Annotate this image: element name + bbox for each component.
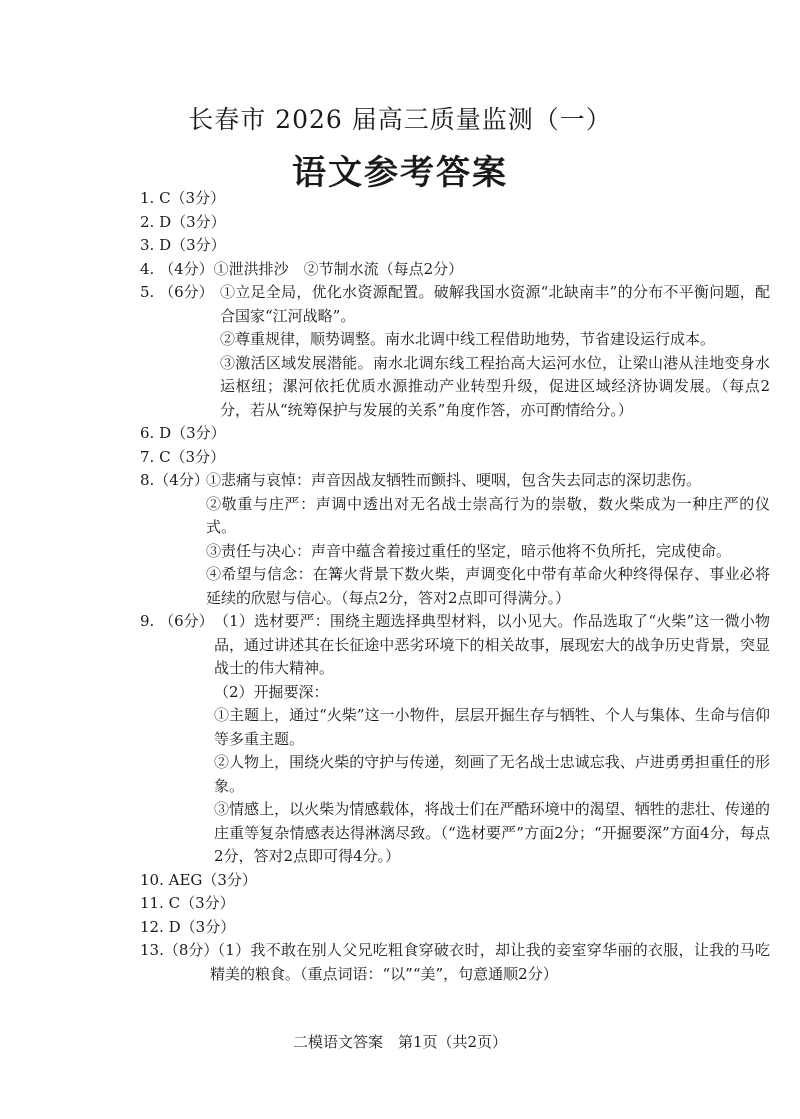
- answer-list: [140, 187, 770, 986]
- answer-item-2: 2. D（3分）: [140, 212, 226, 231]
- answer-item-4: 4. （4分）①泄洪排沙 ②节制水流（每点2分）: [140, 259, 464, 278]
- answer-9-point-2: ②人物上，围绕火柴的守护与传递，刻画了无名战士忠诚忘我、卢进勇勇担重任的形象。: [214, 753, 770, 795]
- answer-8-point-3: ③责任与决心：声音中蕴含着接过重任的坚定，暗示他将不负所托，完成使命。: [206, 541, 732, 560]
- exam-title: 长春市 2026 届高三质量监测（一）: [188, 105, 612, 134]
- answer-number-5: 5. （6分）: [140, 283, 214, 301]
- answer-item-6: 6. D（3分）: [140, 424, 226, 442]
- answer-item-10: 10. AEG（3分）: [140, 870, 257, 889]
- document-title: 语文参考答案: [292, 153, 508, 193]
- answer-9-point-3: ③情感上，以火柴为情感载体，将战士们在严酷环境中的渴望、牺牲的悲壮、传递的庄重等复杂情感表达得淋漓尽致。（“选材要严”方面2分；“开掘要深”方面4分，每点2分，答对2点即可得4分。）: [214, 800, 770, 865]
- answer-9-point-1: ①主题上，通过“火柴”这一小物件，层层开掘生存与牺牲、个人与集体、生命与信仰等多重主题。: [214, 706, 770, 748]
- answer-9-part-1: （1）选材要严：围绕主题选择典型材料，以小见大。作品选取了“火柴”这一微小物品，通过讲述其在长征途中恶劣环境下的相关故事，展现宏大的战争历史背景，突显战士的伟大精神。: [214, 612, 770, 677]
- answer-8-point-2: ②敬重与庄严：声调中透出对无名战士崇高行为的崇敬，数火柴成为一种庄严的仪式。: [206, 494, 770, 536]
- answer-8-point-1: ①悲痛与哀悼：声音因战友牺牲而颤抖、哽咽，包含失去同志的深切悲伤。: [206, 471, 702, 489]
- answer-item-13: [140, 939, 770, 986]
- answer-number-8: 8.（4分）: [140, 471, 209, 489]
- answer-9-part-2: （2）开掘要深：: [214, 682, 329, 701]
- answer-item-5: [140, 281, 770, 422]
- answer-5-point-1: ①立足全局，优化水资源配置。破解我国水资源“北缺南丰”的分布不平衡问题，配合国家“江河战略”。: [220, 283, 770, 325]
- answer-item-8: [140, 469, 770, 610]
- answer-13-part-1: （1）我不敢在别人父兄吃粗食穿破衣时，却让我的妾室穿华丽的衣服，让我的马吃精美的粮食。（重点词语：“以”“美”，句意通顺2分）: [210, 941, 770, 983]
- answer-item-9: [140, 610, 770, 869]
- answer-item-11: 11. C（3分）: [140, 894, 235, 912]
- answer-item-1: 1. C（3分）: [140, 189, 226, 207]
- answer-number-13: 13.（8分）: [140, 941, 219, 959]
- answer-number-9: 9. （6分）: [140, 612, 214, 630]
- answer-5-point-3: ③激活区域发展潜能。南水北调东线工程抬高大运河水位，让梁山港从洼地变身水运枢纽；漯河依托优质水源推动产业转型升级，促进区域经济协调发展。（每点2分，若从“统筹保护与发展的关系”角度作答，亦可酌情给分。）: [220, 353, 770, 419]
- answer-item-12: 12. D（3分）: [140, 917, 236, 936]
- answer-8-point-4: ④希望与信念：在篝火背景下数火柴，声调变化中带有革命火种终得保存、事业必将延续的欣慰与信心。（每点2分，答对2点即可得满分。）: [206, 565, 770, 607]
- page-footer: 二模语文答案 第1页（共2页）: [292, 1033, 508, 1051]
- answer-item-7: 7. C（3分）: [140, 447, 226, 466]
- answer-item-3: 3. D（3分）: [140, 236, 226, 254]
- answer-5-point-2: ②尊重规律，顺势调整。南水北调中线工程借助地势，节省建设运行成本。: [220, 330, 716, 348]
